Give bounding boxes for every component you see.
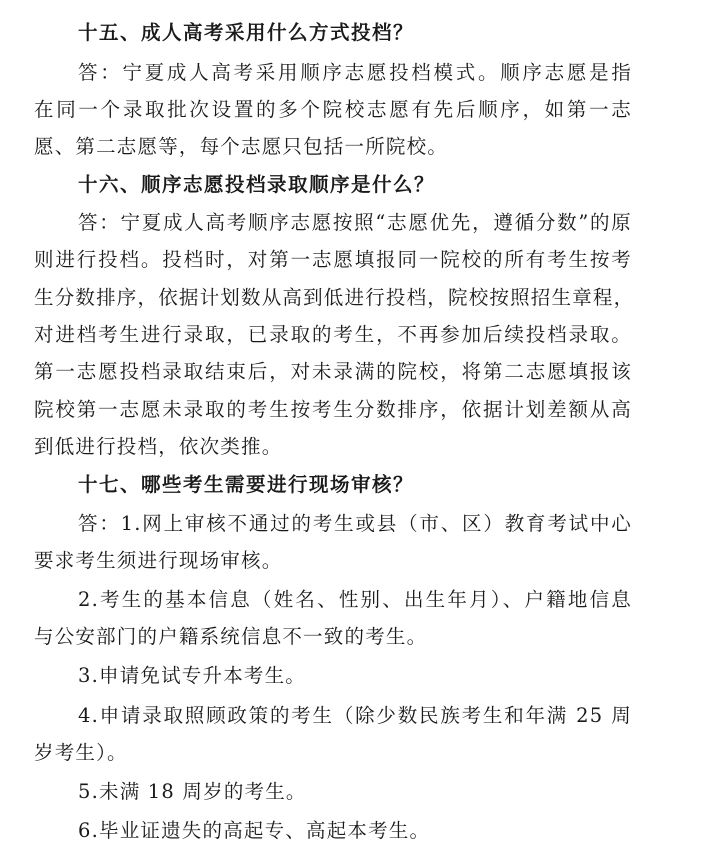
answer-16-line-6: 院校第一志愿未录取的考生按考生分数排序，依据计划差额从高: [34, 398, 632, 421]
answer-17-item-2-line-2: 与公安部门的户籍系统信息不一致的考生。: [34, 625, 428, 648]
answer-17-item-1-line-2: 要求考生须进行现场审核。: [34, 549, 283, 572]
answer-16-line-4: 对进档考生进行录取，已录取的考生，不再参加后续投档录取。: [34, 323, 632, 346]
answer-15-line-1: 答：宁夏成人高考采用顺序志愿投档模式。顺序志愿是指: [78, 61, 632, 84]
answer-15-line-3: 愿、第二志愿等，每个志愿只包括一所院校。: [34, 135, 449, 158]
section-heading-16: 十六、顺序志愿投档录取顺序是什么？: [78, 173, 436, 196]
answer-17-item-4-line-1: 4.申请录取照顾政策的考生（除少数民族考生和年满 25 周: [78, 704, 632, 727]
answer-16-line-5: 第一志愿投档录取结束后，对未录满的院校，将第二志愿填报该: [34, 360, 632, 383]
section-heading-17: 十七、哪些考生需要进行现场审核？: [78, 473, 415, 496]
answer-15-line-2: 在同一个录取批次设置的多个院校志愿有先后顺序，如第一志: [34, 98, 632, 121]
answer-17-item-6: 6.毕业证遗失的高起专、高起本考生。: [78, 819, 431, 842]
section-heading-15: 十五、成人高考采用什么方式投档？: [78, 21, 415, 44]
answer-16-line-1: 答：宁夏成人高考顺序志愿按照“志愿优先，遵循分数”的原: [78, 211, 632, 234]
answer-16-line-3: 生分数排序，依据计划数从高到低进行投档，院校按照招生章程，: [34, 286, 635, 309]
answer-16-line-7: 到低进行投档，依次类推。: [34, 435, 283, 458]
answer-17-item-5: 5.未满 18 周岁的考生。: [78, 780, 307, 803]
answer-17-item-2-line-1: 2.考生的基本信息（姓名、性别、出生年月）、户籍地信息: [78, 588, 632, 611]
answer-17-item-1-line-1: 答：1.网上审核不通过的考生或县（市、区）教育考试中心: [78, 512, 632, 535]
answer-17-item-4-line-2: 岁考生）。: [34, 741, 128, 764]
answer-16-line-2: 则进行投档。投档时，对第一志愿填报同一院校的所有考生按考: [34, 248, 632, 271]
answer-17-item-3: 3.申请免试专升本考生。: [78, 664, 307, 687]
